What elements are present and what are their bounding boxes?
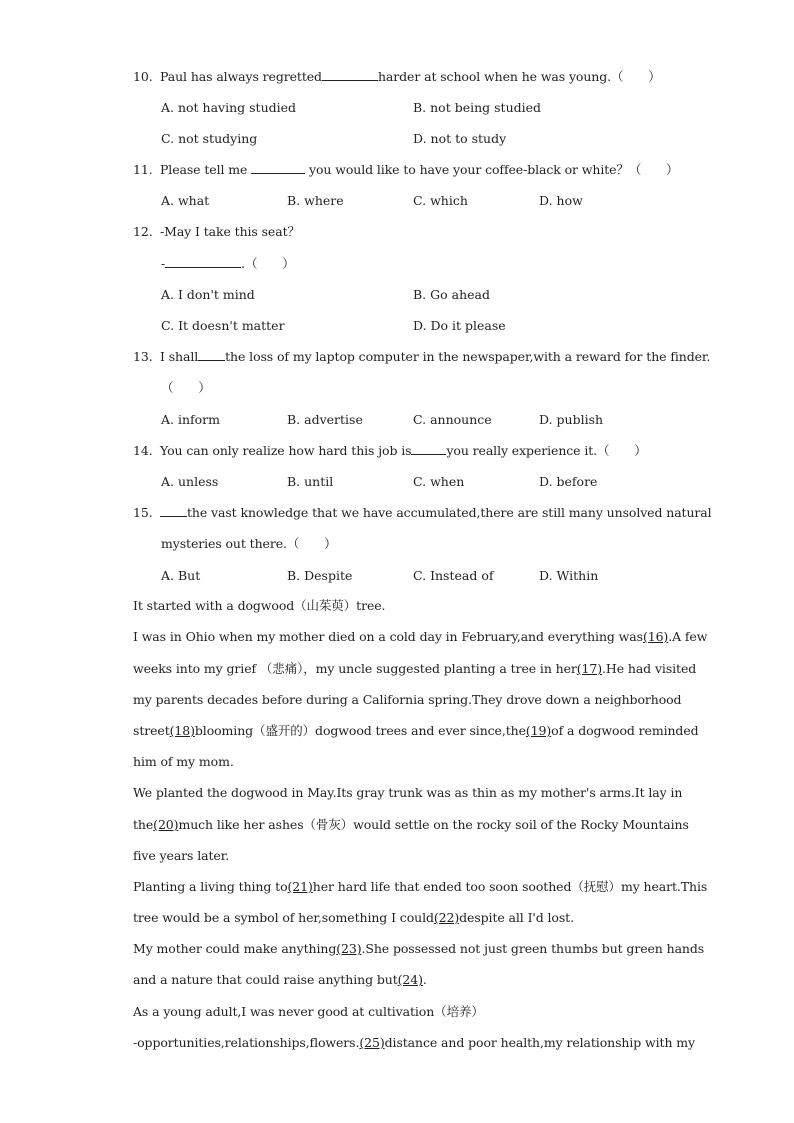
passage-line: five years later. <box>133 848 230 863</box>
answer-blank <box>165 255 241 268</box>
option-b: B. Despite <box>287 568 353 583</box>
option-d: D. Within <box>539 568 599 583</box>
passage-line: We planted the dogwood in May.Its gray trunk was as thin as my mother's arms.It lay in <box>133 785 683 800</box>
option-a: A. inform <box>161 412 221 427</box>
question-12-response <box>161 255 295 272</box>
option-c: C. not studying <box>161 131 258 146</box>
option-a: A. I don't mind <box>161 287 255 302</box>
option-a: A. what <box>161 193 210 208</box>
option-a: A. not having studied <box>161 100 297 115</box>
option-b: B. not being studied <box>413 100 542 115</box>
question-10 <box>133 68 661 85</box>
passage-line: the(20)much like her ashes（骨灰）would settle on the rocky soil of the Rocky Mountains <box>133 817 689 832</box>
question-number: 13. <box>133 349 153 364</box>
passage-line: weeks into my grief （悲痛），my uncle suggested planting a tree in her(17).He had visited <box>133 661 697 676</box>
passage-line: my parents decades before during a California spring.They drove down a neighborhood <box>133 692 682 707</box>
question-text: the loss of my laptop computer in the newspaper,with a reward for the finder. <box>225 349 711 364</box>
passage-line: It started with a dogwood（山茱萸）tree. <box>133 598 386 613</box>
passage-line: My mother could make anything(23).She possessed not just green thumbs but green hands <box>133 941 705 956</box>
question-text: .（ ） <box>241 256 295 271</box>
answer-blank <box>322 68 378 81</box>
question-text: - <box>161 256 166 271</box>
question-number: 15. <box>133 505 153 520</box>
question-12 <box>133 224 300 240</box>
passage-line: him of my mom. <box>133 754 234 769</box>
question-13 <box>133 348 710 365</box>
option-b: B. until <box>287 474 334 489</box>
question-14 <box>133 442 647 459</box>
option-c: C. which <box>413 193 468 208</box>
option-c: C. when <box>413 474 465 489</box>
blank-20: (20) <box>153 817 179 832</box>
question-number: 14. <box>133 443 153 458</box>
question-number: 12. <box>133 224 153 239</box>
option-a: A. unless <box>161 474 219 489</box>
blank-21: (21) <box>287 879 313 894</box>
question-text: I shall <box>160 349 199 364</box>
answer-blank <box>251 161 305 174</box>
answer-blank <box>160 504 187 517</box>
passage-line: As a young adult,I was never good at cultivation（培养） <box>133 1004 484 1019</box>
question-13-paren: （ ） <box>161 380 211 395</box>
question-text: -May I take this seat？ <box>160 224 300 239</box>
question-text: You can only realize how hard this job is <box>160 443 412 458</box>
question-15-cont: mysteries out there.（ ） <box>161 536 337 551</box>
question-number: 11. <box>133 162 153 177</box>
passage-line: street(18)blooming（盛开的）dogwood trees and ever since,the(19)of a dogwood reminded <box>133 723 699 738</box>
option-d: D. publish <box>539 412 604 427</box>
answer-blank <box>198 348 225 361</box>
blank-25: (25) <box>359 1035 385 1050</box>
option-b: B. where <box>287 193 344 208</box>
blank-18: (18) <box>169 723 195 738</box>
passage-line: Planting a living thing to(21)her hard life that ended too soon soothed（抚慰）my heart.This <box>133 879 708 894</box>
blank-24: (24) <box>397 972 423 987</box>
question-text: you really experience it.（ ） <box>446 443 647 458</box>
blank-22: (22) <box>433 910 460 925</box>
option-c: C. It doesn't matter <box>161 318 285 333</box>
option-b: B. Go ahead <box>413 287 490 302</box>
option-a: A. But <box>161 568 201 583</box>
answer-blank <box>411 442 446 455</box>
passage-line: I was in Ohio when my mother died on a cold day in February,and everything was(16).A few <box>133 629 708 644</box>
option-c: C. Instead of <box>413 568 494 583</box>
question-number: 10. <box>133 69 153 84</box>
blank-16: (16) <box>642 629 669 644</box>
question-11 <box>133 161 678 178</box>
option-d: D. how <box>539 193 583 208</box>
option-d: D. not to study <box>413 131 507 146</box>
passage-line: and a nature that could raise anything but(24). <box>133 972 427 987</box>
option-c: C. announce <box>413 412 492 427</box>
passage-line: tree would be a symbol of her,something I could(22)despite all I'd lost. <box>133 910 574 925</box>
question-15 <box>133 504 712 521</box>
question-text: harder at school when he was young.（ ） <box>377 69 661 84</box>
option-d: D. Do it please <box>413 318 506 333</box>
question-text: the vast knowledge that we have accumulated,there are still many unsolved natural <box>187 505 712 520</box>
blank-19: (19) <box>525 723 552 738</box>
question-text: you would like to have your coffee-black or white？（ ） <box>305 162 679 177</box>
question-text: Paul has always regretted <box>160 69 322 84</box>
blank-23: (23) <box>336 941 362 956</box>
passage-line: -opportunities,relationships,flowers.(25)distance and poor health,my relationship with my <box>133 1035 695 1050</box>
option-d: D. before <box>539 474 598 489</box>
blank-17: (17) <box>576 661 603 676</box>
question-text: Please tell me <box>160 162 252 177</box>
option-b: B. advertise <box>287 412 363 427</box>
